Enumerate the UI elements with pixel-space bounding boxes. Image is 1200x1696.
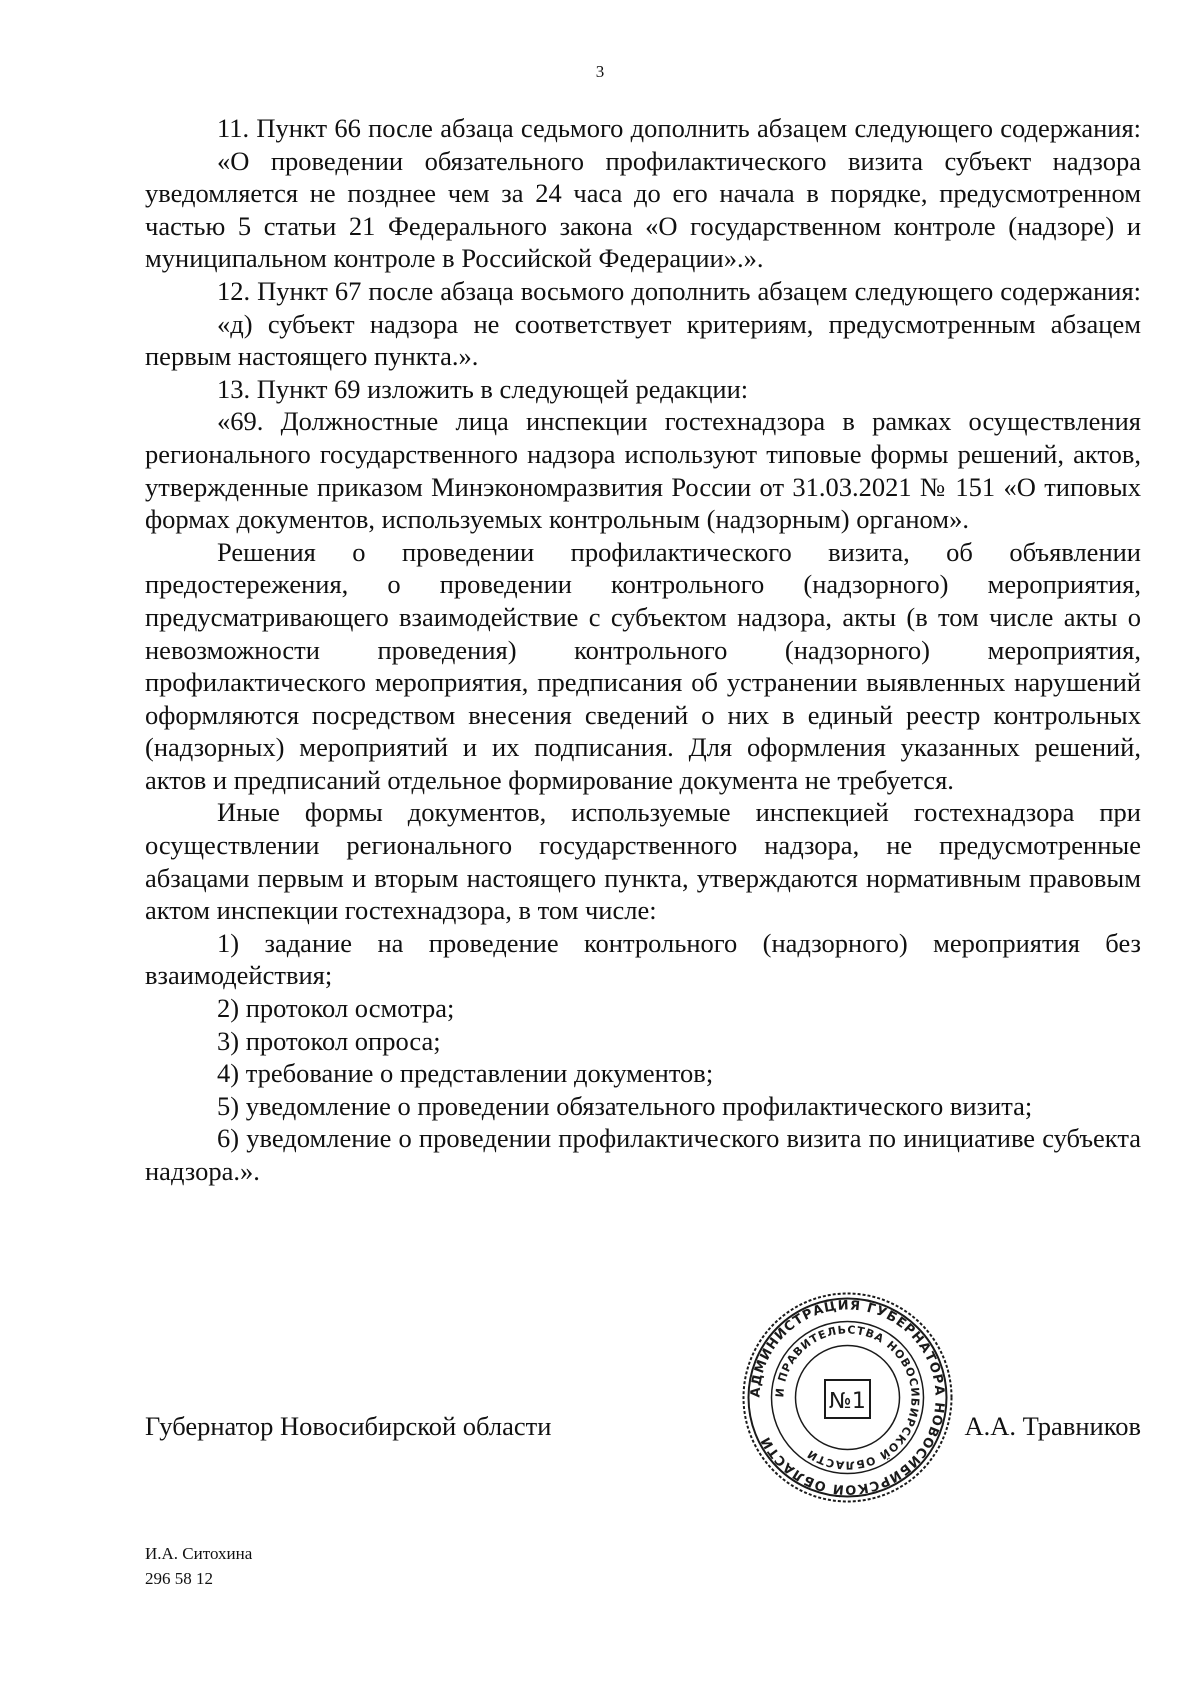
executor-name: И.А. Ситохина [145,1544,253,1563]
signer-name: А.А. Травников [964,1411,1141,1441]
seal-inner-text: И ПРАВИТЕЛЬСТВА НОВОСИБИРСКОЙ ОБЛАСТИ [773,1323,922,1472]
paragraph-item-11-quote: «О проведении обязательного профилактического визита субъект надзора уведомляется не позднее чем за 24 часа до его начала в порядке, предусмотренном частью 5 статьи 21 Федерального закона «О государственном контроле (надзоре) и муниципальном контроле в Российской Федерации».». [145,145,1141,274]
list-item-1: 1) задание на проведение контрольного (надзорного) мероприятия без взаимодействия; [145,927,1141,991]
paragraph-item-12-quote: «д) субъект надзора не соответствует критериям, предусмотренным абзацем первым настоящего пункта.». [145,308,1141,372]
executor-info [145,1541,252,1591]
seal-number: №1 [829,1389,866,1414]
executor-phone: 296 58 12 [145,1569,213,1588]
seal-outer-text: АДМИНИСТРАЦИЯ ГУБЕРНАТОРА НОВОСИБИРСКОЙ ОБЛАСТИ [748,1298,947,1497]
list-item-4: 4) требование о представлении документов; [217,1058,714,1089]
signature-block [145,1411,1141,1451]
official-seal [740,1290,955,1505]
paragraph-item-12: 12. Пункт 67 после абзаца восьмого дополнить абзацем следующего содержания: [217,275,1141,306]
list-item-5: 5) уведомление о проведении обязательного профилактического визита; [217,1090,1033,1121]
page-number: 3 [595,62,605,81]
paragraph-other-forms: Иные формы документов, используемые инспекцией гостехнадзора при осуществлении регионального государственного надзора, не предусмотренные абзацами первым и вторым настоящего пункта, утверждаются нормативным правовым актом инспекции гостехнадзора, в том числе: [145,797,1141,926]
paragraph-item-13-quote: «69. Должностные лица инспекции гостехнадзора в рамках осуществления регионального государственного надзора используют типовые формы решений, актов, утвержденные приказом Минэкономразвития России от 31.03.2021 № 151 «О типовых формах документов, используемых контрольным (надзорным) органом». [145,406,1141,535]
signer-position: Губернатор Новосибирской области [145,1411,552,1441]
list-item-2: 2) протокол осмотра; [217,993,455,1024]
seal-graphic [740,1290,955,1505]
paragraph-item-13: 13. Пункт 69 изложить в следующей редакции: [217,373,749,404]
paragraph-decisions: Решения о проведении профилактического визита, об объявлении предостережения, о проведении контрольного (надзорного) мероприятия, предусматривающего взаимодействие с субъектом надзора, акты (в том числе акты о невозможности проведения) контрольного (надзорного) мероприятия, профилактического мероприятия, предписания об устранении выявленных нарушений оформляются посредством внесения сведений о них в единый реестр контрольных (надзорных) мероприятий и их подписания. Для оформления указанных решений, актов и предписаний отдельное формирование документа не требуется. [145,536,1141,795]
list-item-6: 6) уведомление о проведении профилактического визита по инициативе субъекта надзора.». [145,1123,1141,1186]
paragraph-item-11: 11. Пункт 66 после абзаца седьмого дополнить абзацем следующего содержания: [217,113,1141,143]
list-item-3: 3) протокол опроса; [217,1025,441,1056]
document-body [145,112,1141,1188]
